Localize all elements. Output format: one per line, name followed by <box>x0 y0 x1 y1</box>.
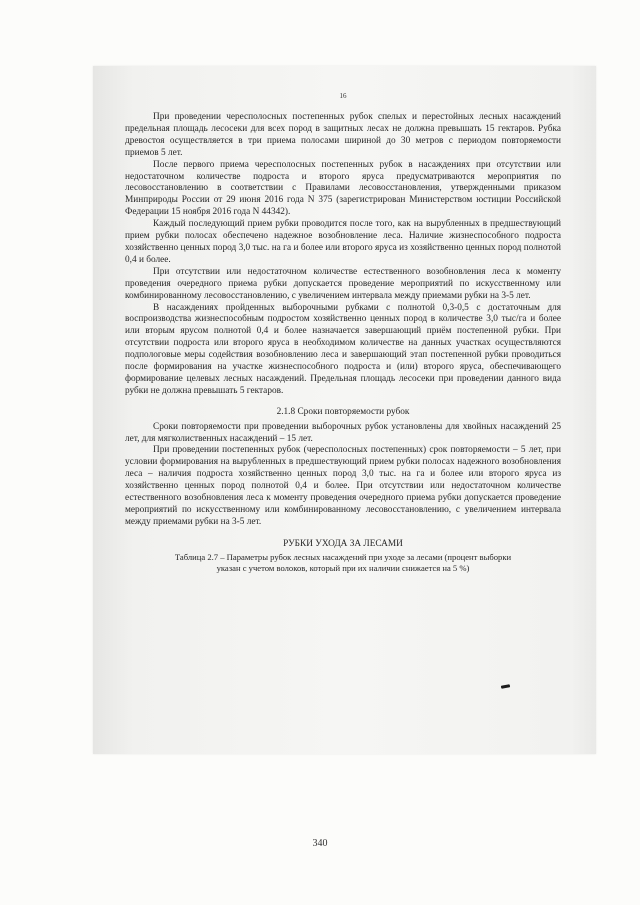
table-caption-line-1: Таблица 2.7 – Параметры рубок лесных насаждений при уходе за лесами (процент выборки <box>174 551 512 562</box>
table-caption-line-2: указан с учетом волоков, который при их наличии снижается на 5 %) <box>216 562 470 573</box>
header-page-number: 16 <box>339 92 347 100</box>
scanned-sheet <box>93 66 596 754</box>
paragraph-selective-stands: В насаждениях пройденных выборочными рубками с полнотой 0,3-0,5 с достаточным для воспроизводства жизнеспособным подростом хозяйственно ценных пород в количестве 3,0 тыс/га и более или вторым ярусом полнотой 0,4 и более назначается завершающий приём постепенной рубки. При отсутствии подроста или второго яруса в необходимом количестве на данных участках осуществляются подпологовые меры содействия возобновлению леса и завершающий этап постепенной рубки проводиться после формирования на участке жизнеспособного подроста и (или) второго яруса, обеспечивающего формирование целевых лесных насаждений. Предельная площадь лесосеки при проведении данного вида рубки не должна превышать 5 гектаров. <box>125 302 561 396</box>
heading-thinning-felling: РУБКИ УХОДА ЗА ЛЕСАМИ <box>283 538 403 549</box>
paragraph-subsequent-felling: Каждый последующий прием рубки проводится после того, как на вырубленных в предшествующий прием рубки полосах обеспечено надежное возобновление леса. Наличие жизнеспособного подроста хозяйственно ценных пород 3,0 тыс. на га и более или второго яруса из хозяйственно ценных пород полнотой 0,4 и более. <box>125 219 561 265</box>
paragraph-reforestation-rules: После первого приема чересполосных постепенных рубок в насаждениях при отсутствии или недостаточном количестве подроста и второго яруса предусматриваются мероприятия по лесовосстановлению в соответствии с Правилами лесовосстановления, утвержденными приказом Минприроды России от 29 июня 2016 года N 375 (зарегистрирован Министерством юстиции Российской Федерации 15 ноября 2016 года N 44342). <box>125 159 561 218</box>
paragraph-repeat-periods-gradual: При проведении постепенных рубок (чересполосных постепенных) срок повторяемости – 5 лет, при условии формирования на вырубленных в предшествующий прием рубки полосах надежного возобновления леса – наличия подроста хозяйственно ценных пород 3,0 тыс. на га и более или второго яруса из хозяйственно ценных пород полнотой 0,4 и более. При отсутствии или недостаточном количестве естественного возобновления леса к моменту проведения очередного приема рубки допускается проведение мероприятий по искусственному или комбинированному лесовосстановлению, с увеличением интервала между приемами рубки на 3-5 лет. <box>125 445 561 527</box>
paragraph-insufficient-regeneration: При отсутствии или недостаточном количестве естественного возобновления леса к моменту проведения очередного приема рубки допускается проведение мероприятий по искусственному или комбинированному лесовосстановлению, с увеличением интервала между приемами рубки на 3-5 лет. <box>125 266 561 301</box>
paragraph-strip-felling-area: При проведении чересполосных постепенных рубок спелых и перестойных лесных насаждений предельная площадь лесосеки для всех пород в защитных лесах не должна превышать 15 гектаров. Рубка древостоя осуществляется в три приема полосами шириной до 30 метров с периодом повторяемости приемов 5 лет. <box>125 112 561 158</box>
document-body <box>125 92 561 573</box>
scan-ink-mark <box>501 684 510 689</box>
paragraph-repeat-periods-selective: Сроки повторяемости при проведении выборочных рубок установлены для хвойных насаждений 25 лет, для мягколиственных насаждений – 15 лет. <box>125 421 561 444</box>
section-heading-repeat-periods: 2.1.8 Сроки повторяемости рубок <box>276 406 410 417</box>
footer-page-number: 340 <box>312 838 328 849</box>
